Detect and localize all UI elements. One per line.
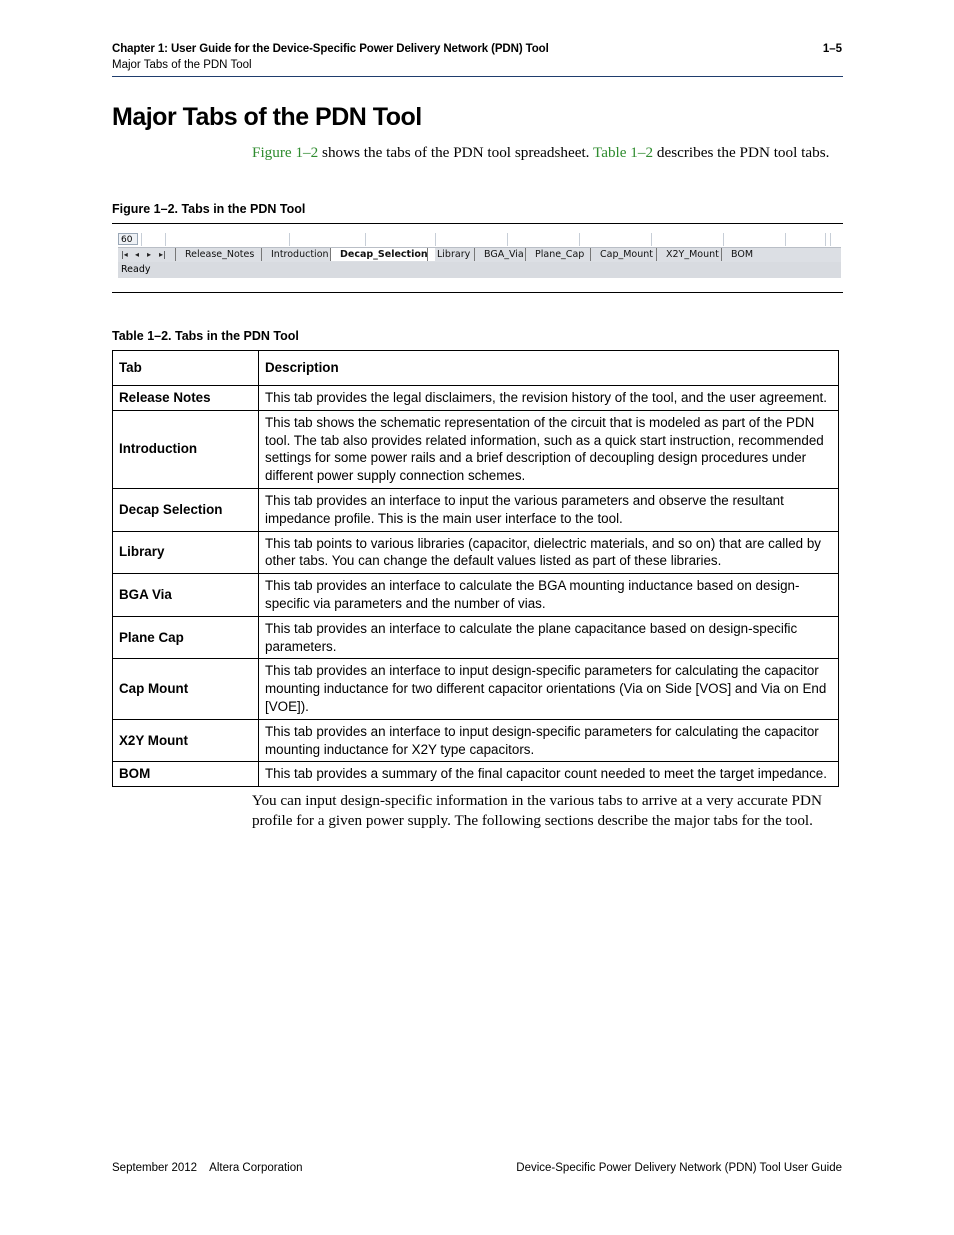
- next-sheet-nav-icon[interactable]: ▸: [147, 250, 152, 259]
- table-row: [113, 616, 839, 659]
- page-number: 1–5: [822, 43, 842, 55]
- sheet-tab-bom[interactable]: BOM: [721, 248, 760, 261]
- grid-line: [825, 233, 826, 246]
- tab-name-cell: Cap Mount: [113, 659, 259, 719]
- table-reference-link[interactable]: Table 1–2: [592, 144, 654, 161]
- tabs-table: [112, 350, 839, 787]
- sheet-tab-library[interactable]: Library: [427, 248, 477, 261]
- grid-line: [723, 233, 724, 246]
- figure-bottom-rule: [112, 292, 843, 293]
- description-cell: This tab provides an interface to input the various parameters and observe the resultant impedance profile. This is the main user interface to the tool.: [259, 488, 839, 531]
- intro-paragraph: [252, 143, 842, 163]
- tab-name-cell: BGA Via: [113, 574, 259, 617]
- grid-line: [785, 233, 786, 246]
- header-rule: [112, 76, 843, 77]
- description-cell: This tab points to various libraries (capacitor, dielectric materials, and so on) that are called by other tabs. You can change the default values listed as part of these libraries.: [259, 531, 839, 574]
- description-cell: This tab shows the schematic representation of the circuit that is modeled as part of the PDN tool. The tab also provides related information, such as a quick start instruction, recommended settings for some power rails and a brief description of decoupling design procedures under different power supply connection schemes.: [259, 410, 839, 488]
- sheet-tab-bga-via[interactable]: BGA_Via: [474, 248, 531, 261]
- sheet-tab-release-notes[interactable]: Release_Notes: [175, 248, 261, 261]
- status-bar: Ready: [118, 262, 841, 278]
- figure-reference-link[interactable]: Figure 1–2: [252, 144, 319, 161]
- sheet-tab-plane-cap[interactable]: Plane_Cap: [525, 248, 591, 261]
- last-sheet-nav-icon[interactable]: ▸|: [159, 250, 166, 259]
- footer-document-title: Device-Specific Power Delivery Network (PDN) Tool User Guide: [516, 1162, 842, 1174]
- tab-name-cell: BOM: [113, 762, 259, 787]
- intro-text-part1: shows the tabs of the PDN tool spreadsheet.: [318, 144, 593, 161]
- first-sheet-nav-icon[interactable]: |◂: [121, 250, 128, 259]
- table-caption: Table 1–2. Tabs in the PDN Tool: [112, 329, 299, 343]
- description-cell: This tab provides the legal disclaimers, the revision history of the tool, and the user agreement.: [259, 386, 839, 411]
- grid-line: [141, 233, 142, 246]
- table-row: [113, 574, 839, 617]
- spreadsheet-tab-strip: [118, 233, 841, 281]
- table-row: [113, 531, 839, 574]
- spreadsheet-grid-row: [118, 233, 841, 246]
- tab-name-cell: Decap Selection: [113, 488, 259, 531]
- sheet-tab-x2y-mount[interactable]: X2Y_Mount: [656, 248, 726, 261]
- grid-line: [365, 233, 366, 246]
- column-header-description: Description: [259, 351, 839, 386]
- tab-name-cell: Library: [113, 531, 259, 574]
- table-row: [113, 386, 839, 411]
- closing-paragraph: You can input design-specific information in the various tabs to arrive at a very accurate PDN profile for a given power supply. The following sections describe the major tabs for the tool.: [252, 792, 822, 829]
- spreadsheet-cell[interactable]: 60: [118, 233, 138, 245]
- running-header-chapter: Chapter 1: User Guide for the Device-Specific Power Delivery Network (PDN) Tool: [112, 43, 549, 55]
- table-header-row: [113, 351, 839, 386]
- table-row: [113, 659, 839, 719]
- grid-line: [507, 233, 508, 246]
- description-cell: This tab provides an interface to input design-specific parameters for calculating the capacitor mounting inductance for X2Y type capacitors.: [259, 719, 839, 762]
- table-row: [113, 762, 839, 787]
- tab-name-cell: Introduction: [113, 410, 259, 488]
- page-title: Major Tabs of the PDN Tool: [112, 103, 422, 131]
- description-cell: This tab provides an interface to input design-specific parameters for calculating the capacitor mounting inductance for two different capacitor orientations (Via on Side [VOS] and Via on End [VOE]).: [259, 659, 839, 719]
- figure-top-rule: [112, 223, 843, 224]
- column-header-tab: Tab: [113, 351, 259, 386]
- sheet-tab-cap-mount[interactable]: Cap_Mount: [590, 248, 660, 261]
- grid-line: [579, 233, 580, 246]
- tab-name-cell: Plane Cap: [113, 616, 259, 659]
- intro-text-part2: describes the PDN tool tabs.: [653, 144, 830, 161]
- figure-caption: Figure 1–2. Tabs in the PDN Tool: [112, 202, 306, 216]
- tab-name-cell: X2Y Mount: [113, 719, 259, 762]
- footer-date-company: September 2012 Altera Corporation: [112, 1162, 303, 1174]
- description-cell: This tab provides a summary of the final capacitor count needed to meet the target impedance.: [259, 762, 839, 787]
- table-row: [113, 410, 839, 488]
- table-row: [113, 488, 839, 531]
- sheet-tab-introduction[interactable]: Introduction: [261, 248, 336, 261]
- grid-line: [651, 233, 652, 246]
- grid-line: [165, 233, 166, 246]
- description-cell: This tab provides an interface to calculate the BGA mounting inductance based on design-specific via parameters and the number of vias.: [259, 574, 839, 617]
- running-header-section: Major Tabs of the PDN Tool: [112, 59, 252, 71]
- description-cell: This tab provides an interface to calculate the plane capacitance based on design-specific parameters.: [259, 616, 839, 659]
- tab-name-cell: Release Notes: [113, 386, 259, 411]
- grid-line: [289, 233, 290, 246]
- sheet-tab-decap-selection[interactable]: Decap_Selection: [330, 248, 435, 261]
- grid-line: [830, 233, 831, 246]
- grid-line: [435, 233, 436, 246]
- sheet-tab-bar: [118, 247, 841, 262]
- previous-sheet-nav-icon[interactable]: ◂: [135, 250, 140, 259]
- table-row: [113, 719, 839, 762]
